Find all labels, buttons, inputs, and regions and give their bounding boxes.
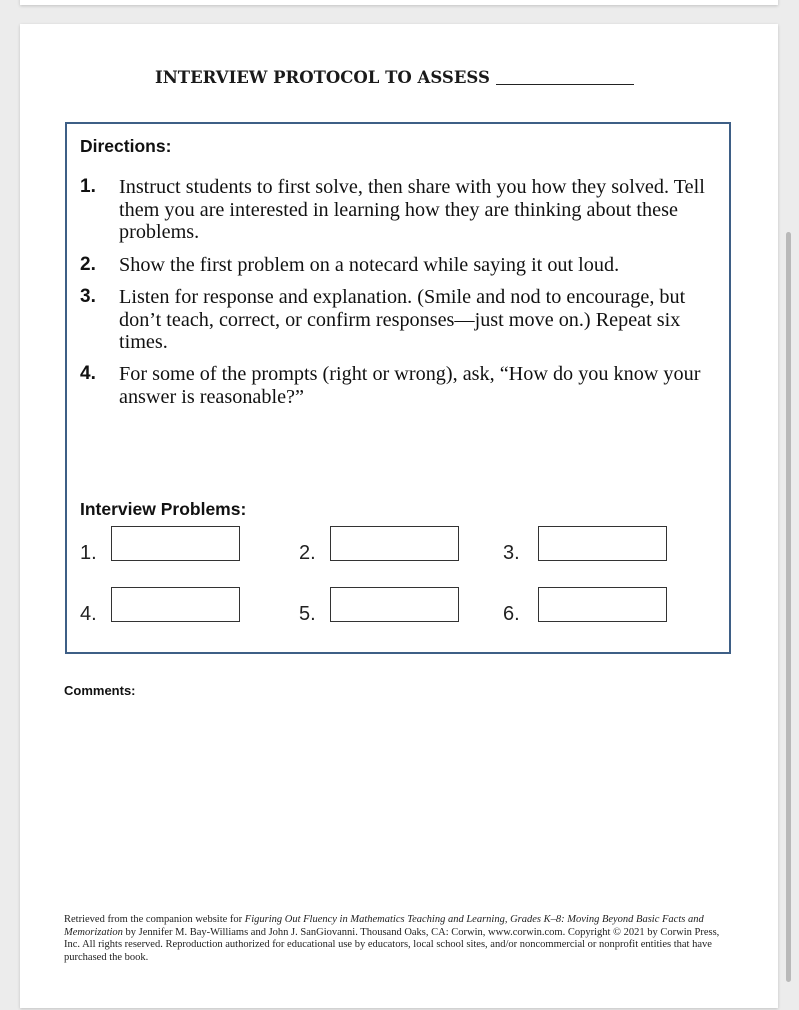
problem-number: 6. (503, 603, 520, 625)
problem-box-1 (111, 526, 240, 561)
title-blank-line (496, 84, 634, 85)
problem-number: 4. (80, 603, 97, 625)
scrollbar-thumb[interactable] (786, 232, 791, 982)
direction-text: Instruct students to first solve, then share with you how they solved. Tell them you are interested in learning how they are thinking about these problems. (119, 176, 705, 243)
problem-box-4 (111, 587, 240, 622)
problem-number: 2. (299, 542, 316, 564)
problem-box-3 (538, 526, 667, 561)
direction-text: Show the first problem on a notecard while saying it out loud. (119, 254, 620, 276)
page-title (155, 68, 675, 87)
directions-box (65, 122, 731, 654)
direction-number: 2. (80, 254, 96, 275)
direction-text: Listen for response and explanation. (Smile and nod to encourage, but don’t teach, correct, or confirm responses—just move on.) Repeat six times. (119, 286, 686, 353)
previous-page-edge (20, 0, 778, 5)
footer-suffix: by Jennifer M. Bay-Williams and John J. SanGiovanni. Thousand Oaks, CA: Corwin, www.corwin.com. Copyright © 2021 by Corwin Press, Inc. All rights reserved. Reproduction authorized for educational use by educators, local school sites, and/or noncommercial or nonprofit entities that have purchased the book. (64, 926, 720, 964)
problem-box-5 (330, 587, 459, 622)
direction-number: 1. (80, 176, 96, 197)
directions-heading: Directions: (80, 136, 172, 156)
direction-number: 4. (80, 363, 96, 384)
problem-number: 3. (503, 542, 520, 564)
direction-text: For some of the prompts (right or wrong), ask, “How do you know your answer is reasonable?” (119, 363, 701, 408)
document-page (20, 24, 778, 1008)
title-text: INTERVIEW PROTOCOL TO ASSESS (155, 68, 490, 87)
problem-box-2 (330, 526, 459, 561)
interview-problems-heading: Interview Problems: (80, 499, 247, 519)
footer-prefix: Retrieved from the companion website for (64, 914, 245, 925)
problem-number: 5. (299, 603, 316, 625)
problem-number: 1. (80, 542, 97, 564)
problem-box-6 (538, 587, 667, 622)
direction-number: 3. (80, 286, 96, 307)
comments-label: Comments: (64, 683, 136, 698)
footer-book-title: Figuring Out Fluency in Mathematics Teaching and Learning, Grades K–8: Moving Beyond Basic Facts and Memorization (64, 914, 704, 938)
footer-credit (64, 914, 736, 965)
